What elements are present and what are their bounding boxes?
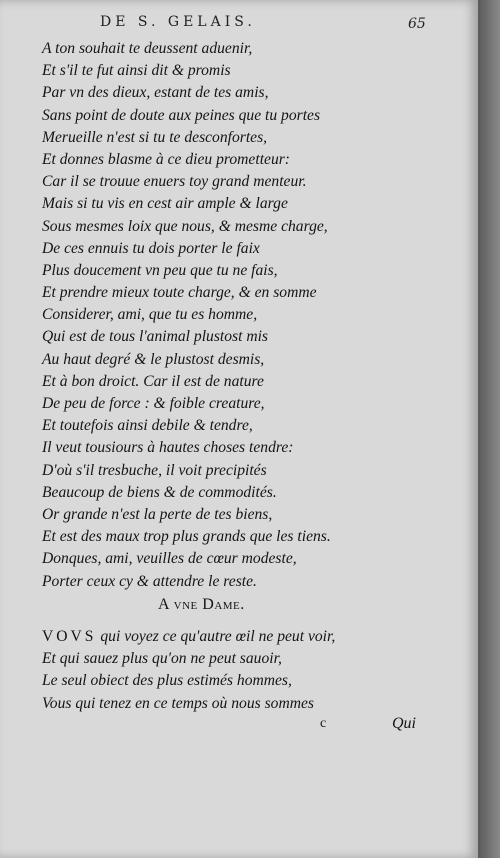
verse-line: Vous qui tenez en ce temps où nous sommes bbox=[42, 694, 314, 712]
verse-line: Au haut degré & le plustost desmis, bbox=[42, 350, 265, 368]
verse-line: D'où s'il tresbuche, il voit precipités bbox=[42, 461, 267, 479]
verse-line: Et qui sauez plus qu'on ne peut sauoir, bbox=[42, 650, 282, 668]
page-gutter bbox=[478, 0, 500, 858]
verse-line: Merueille n'est si tu te desconfortes, bbox=[42, 128, 268, 146]
page-number: 65 bbox=[408, 16, 426, 32]
verse-line: A ton souhait te deussent aduenir, bbox=[42, 40, 253, 57]
verse-line: Qui est de tous l'animal plustost mis bbox=[42, 328, 268, 346]
verse-line: Et est des maux trop plus grands que les tiens. bbox=[42, 528, 331, 546]
verse-line: Et donnes blasme à ce dieu prometteur: bbox=[42, 150, 290, 168]
verse-line: Considerer, ami, que tu es homme, bbox=[42, 306, 258, 324]
verse-line: Il veut tousiours à hautes choses tendre: bbox=[42, 439, 294, 457]
verse-line: Porter ceux cy & attendre le reste. bbox=[42, 572, 257, 590]
verse-line: Mais si tu vis en cest air ample & large bbox=[42, 195, 288, 213]
verse-line: Et toutefois ainsi debile & tendre, bbox=[42, 417, 253, 435]
poem-verse-block bbox=[42, 38, 472, 593]
verse-line: Le seul obiect des plus estimés hommes, bbox=[42, 672, 292, 690]
verse-line: Beaucoup de biens & de commodités. bbox=[42, 483, 277, 501]
poem-title: A vne Dame. bbox=[158, 596, 245, 613]
verse-line: De ces ennuis tu dois porter le faix bbox=[42, 239, 260, 257]
running-head: DE S. GELAIS. bbox=[100, 14, 256, 30]
verse-line: Plus doucement vn peu que tu ne fais, bbox=[42, 261, 278, 279]
verse-line: Et prendre mieux toute charge, & en somme bbox=[42, 284, 317, 302]
verse-line: Or grande n'est la perte de tes biens, bbox=[42, 505, 273, 523]
verse-line: Et à bon droict. Car il est de nature bbox=[42, 372, 264, 390]
verse-line: Car il se trouue enuers toy grand menteur. bbox=[42, 173, 307, 191]
signature-mark: c bbox=[320, 716, 327, 731]
catchword: Qui bbox=[392, 715, 416, 732]
verse-line: De peu de force : & foible creature, bbox=[42, 395, 265, 412]
poem-verse-block-2 bbox=[42, 626, 472, 715]
verse-line: Sans point de doute aux peines que tu portes bbox=[42, 106, 321, 124]
verse-line: Donques, ami, veuilles de cœur modeste, bbox=[42, 550, 297, 568]
verse-line-first bbox=[42, 626, 472, 648]
verse-line: Et s'il te fut ainsi dit & promis bbox=[42, 62, 231, 80]
verse-line: Sous mesmes loix que nous, & mesme charge, bbox=[42, 217, 328, 235]
verse-line: Par vn des dieux, estant de tes amis, bbox=[42, 84, 269, 102]
verse-first-rest: qui voyez ce qu'autre œil ne peut voir, bbox=[96, 628, 336, 645]
verse-first-word: VOVS bbox=[42, 628, 97, 645]
